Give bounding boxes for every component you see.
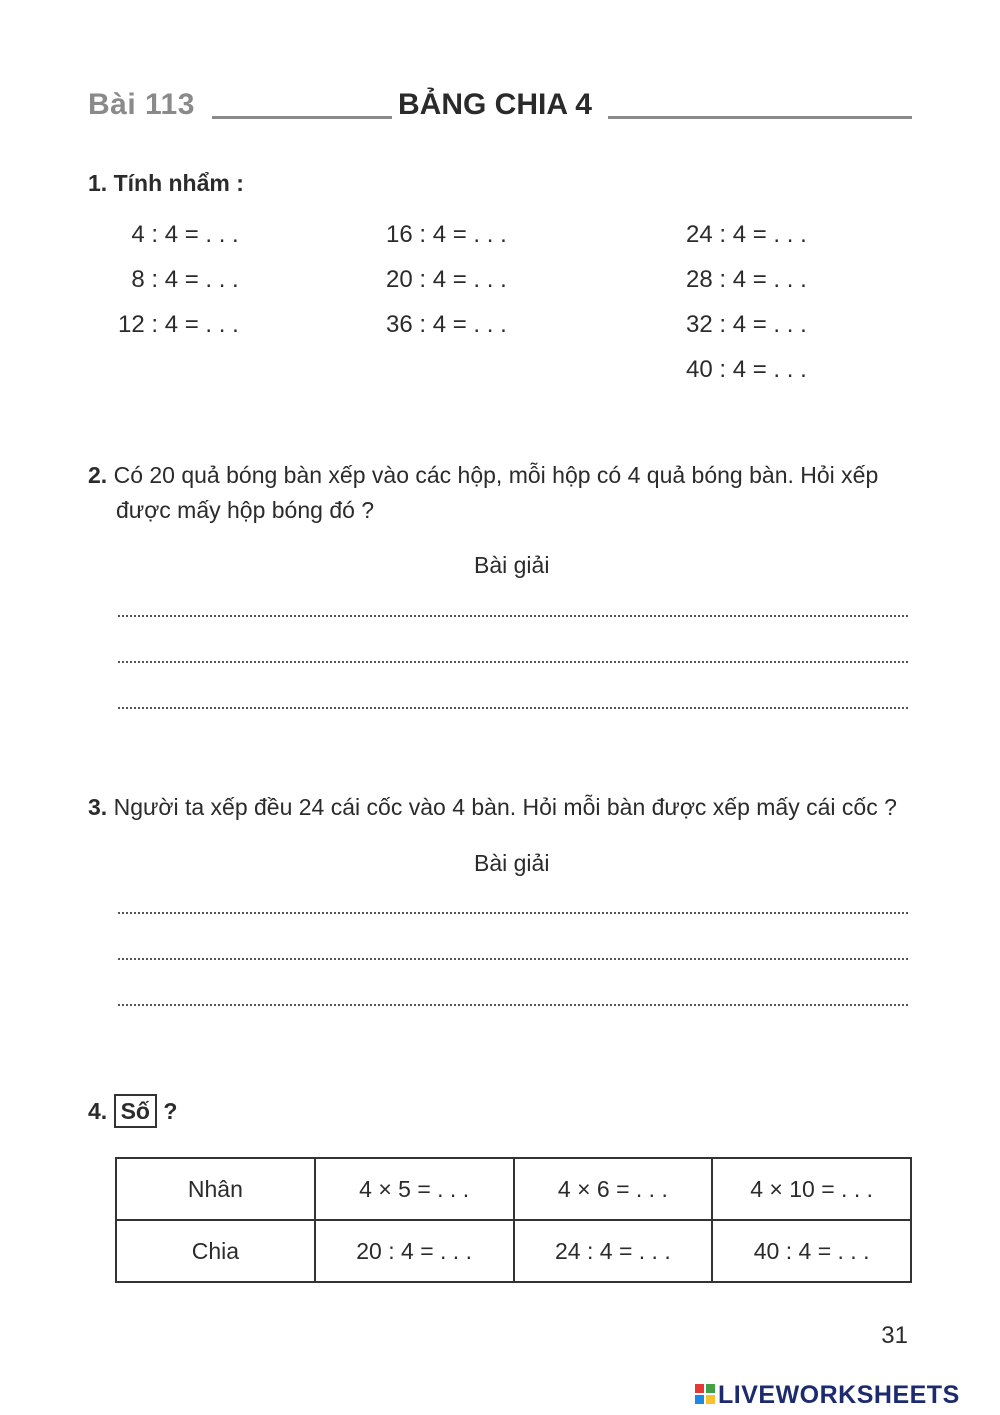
lesson-number: Bài 113 [88, 88, 195, 121]
ex3-answer-line-2[interactable] [118, 958, 908, 960]
ex2-number: 2. [88, 462, 108, 488]
table-cell[interactable]: 4 × 10 = . . . [712, 1158, 911, 1220]
table-cell[interactable]: 24 : 4 = . . . [514, 1220, 713, 1282]
ex1-column-3 [686, 212, 807, 392]
ex2-answer-line-1[interactable] [118, 615, 908, 617]
table-cell[interactable]: 4 × 6 = . . . [514, 1158, 713, 1220]
table-cell[interactable]: 20 : 4 = . . . [315, 1220, 514, 1282]
ex2-solution-label: Bài giải [474, 552, 550, 578]
ex3-line-1: Người ta xếp đều 24 cái cốc vào 4 bàn. Hỏi mỗi bàn được xếp mấy cái cốc ? [113, 794, 897, 820]
table-row [116, 1220, 911, 1282]
liveworksheets-watermark [694, 1381, 960, 1410]
ex1-item[interactable]: 28 : 4 = . . . [686, 266, 807, 293]
row-label-divide: Chia [116, 1220, 315, 1282]
ex2-question [88, 458, 918, 528]
ex3-number: 3. [88, 794, 108, 820]
page-title: BẢNG CHIA 4 [398, 88, 592, 121]
ex1-column-1 [118, 212, 239, 347]
ex3-answer-line-1[interactable] [118, 912, 908, 914]
ex1-heading [88, 170, 244, 197]
ex1-number: 1. [88, 170, 108, 196]
watermark-text: LIVEWORKSHEETS [718, 1381, 960, 1409]
ex4-number-box: Số [114, 1094, 157, 1128]
ex1-item[interactable]: 40 : 4 = . . . [686, 356, 807, 383]
ex1-item[interactable]: 36 : 4 = . . . [386, 311, 507, 338]
liveworksheets-logo-icon [694, 1383, 716, 1405]
row-label-multiply: Nhân [116, 1158, 315, 1220]
ex1-item[interactable]: 12 : 4 = . . . [118, 311, 239, 338]
ex1-item[interactable]: 24 : 4 = . . . [686, 221, 807, 248]
ex1-item[interactable]: 8 : 4 = . . . [118, 266, 239, 293]
ex2-answer-line-2[interactable] [118, 661, 908, 663]
ex1-item[interactable]: 32 : 4 = . . . [686, 311, 807, 338]
ex1-item[interactable]: 16 : 4 = . . . [386, 221, 507, 248]
ex2-line-2: được mấy hộp bóng đó ? [116, 497, 375, 523]
title-rule-left [212, 116, 392, 119]
ex4-heading [88, 1094, 177, 1128]
title-rule-right [608, 116, 912, 119]
ex4-question-mark: ? [163, 1098, 178, 1124]
ex1-item[interactable]: 20 : 4 = . . . [386, 266, 507, 293]
table-row [116, 1158, 911, 1220]
ex3-solution-label: Bài giải [474, 850, 550, 876]
page-number: 31 [881, 1322, 908, 1349]
ex4-table [115, 1157, 912, 1283]
ex1-title: Tính nhẩm : [113, 170, 244, 196]
ex2-line-1: Có 20 quả bóng bàn xếp vào các hộp, mỗi hộp có 4 quả bóng bàn. Hỏi xếp [113, 462, 879, 488]
table-cell[interactable]: 4 × 5 = . . . [315, 1158, 514, 1220]
ex1-column-2 [386, 212, 507, 347]
ex2-answer-line-3[interactable] [118, 707, 908, 709]
ex3-question [88, 790, 928, 825]
ex4-number: 4. [88, 1098, 108, 1124]
ex1-item[interactable]: 4 : 4 = . . . [118, 221, 239, 248]
table-cell[interactable]: 40 : 4 = . . . [712, 1220, 911, 1282]
ex3-answer-line-3[interactable] [118, 1004, 908, 1006]
